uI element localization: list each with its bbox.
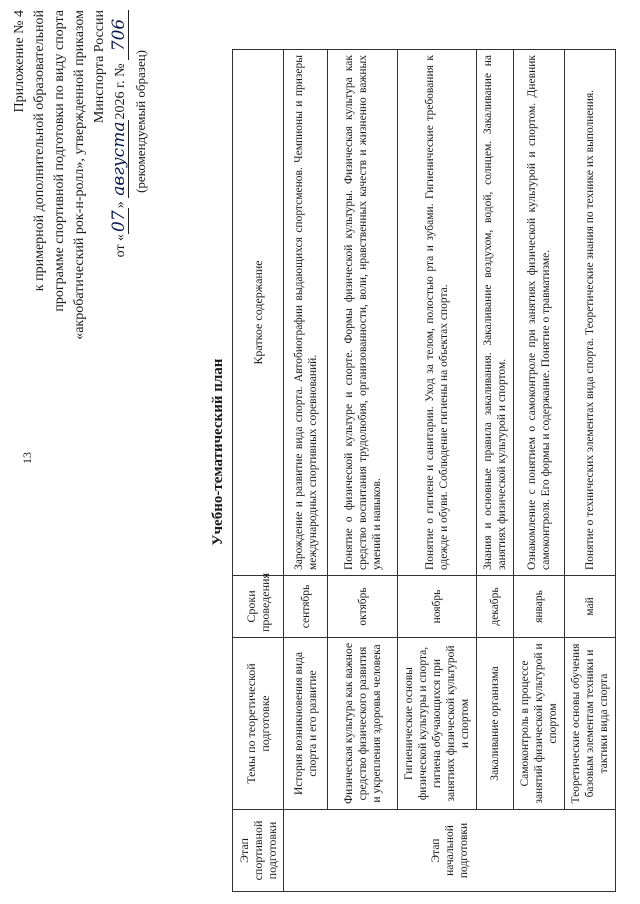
header-summary: Краткое содержание [233,50,284,576]
plan-title: Учебно-тематический план [210,358,226,546]
curriculum-table [232,49,616,892]
theme-cell: Самоконтроль в процессе занятий физической культурой и спортом [514,638,565,810]
order-date-line [110,10,131,400]
appendix-number: Приложение № 4 [12,10,27,113]
order-year: 2026 г. № [113,63,128,120]
order-day-close: » [113,201,128,209]
table-header-row [233,50,284,892]
order-number-handwritten: 706 [110,10,129,60]
table-row [514,50,565,892]
page-number: 13 [20,452,34,464]
recommended-sample-note: (рекомендуемый образец) [133,50,148,193]
summary-cell: Зарождение и развитие вида спорта. Автобиографии выдающихся спортсменов. Чемпионы и призеры международных спортивных соревнований. [284,50,328,576]
table-row [284,50,328,892]
summary-cell: Понятие о технических элементах вида спорта. Теоретические знания по технике их выполнения. [565,50,616,576]
stage-cell: Этап начальной подготовки [284,810,616,892]
dates-cell: октябрь [328,576,398,638]
dates-cell: май [565,576,616,638]
theme-cell: Теоретические основы обучения базовым элементам техники и тактики вида спорта [565,638,616,810]
order-month-handwritten: августа [109,121,129,196]
dates-cell: декабрь [477,576,514,638]
appendix-header [10,10,151,400]
theme-cell: История возникновения вида спорта и его развитие [284,638,328,810]
table-row [398,50,477,892]
summary-cell: Понятие о физической культуре и спорте. Формы физической культуры. Физическая культура как средство воспитания трудолюбия, организованности, воли, нравственных качеств и жизненно важных умений и навыков. [328,50,398,576]
table-row [477,50,514,892]
header-dates: Сроки проведения [233,576,284,638]
summary-cell: Понятие о гигиене и санитарии. Уход за телом, полостью рта и зубами. Гигиенические требования к одежде и обуви. Соблюдение гигиены на объектах спорта. [398,50,477,576]
theme-cell: Гигиенические основы физической культуры и спорта, гигиена обучающихся при занятиях физической культурой и спортом [398,638,477,810]
theme-cell: Физическая культура как важное средство физического развития и укрепления здоровья человека [328,638,398,810]
appendix-line-ministry: Минспорта России [92,10,107,124]
dates-cell: ноябрь [398,576,477,638]
dates-cell: сентябрь [284,576,328,638]
order-prefix: от « [113,233,128,258]
header-stage: Этап спортивной подготовки [233,810,284,892]
appendix-line-program: к примерной дополнительной образовательной [32,10,47,292]
header-theme: Темы по теоретической подготовке [233,638,284,810]
table-row [565,50,616,892]
table-row [328,50,398,892]
summary-cell: Знания и основные правила закаливания. Закаливание воздухом, водой, солнцем. Закаливание на занятиях физической культурой и спортом. [477,50,514,576]
summary-cell: Ознакомление с понятием о самоконтроле при занятиях физической культурой и спортом. Дневник самоконтроля. Его формы и содержание. Понятие о травматизме. [514,50,565,576]
appendix-line-sport: программе спортивной подготовки по виду спорта [52,10,67,312]
theme-cell: Закаливание организма [477,638,514,810]
dates-cell: январь [514,576,565,638]
appendix-line-discipline: «акробатический рок-н-ролл», утвержденной приказом [72,10,87,340]
order-day-handwritten: 07 [109,210,129,232]
